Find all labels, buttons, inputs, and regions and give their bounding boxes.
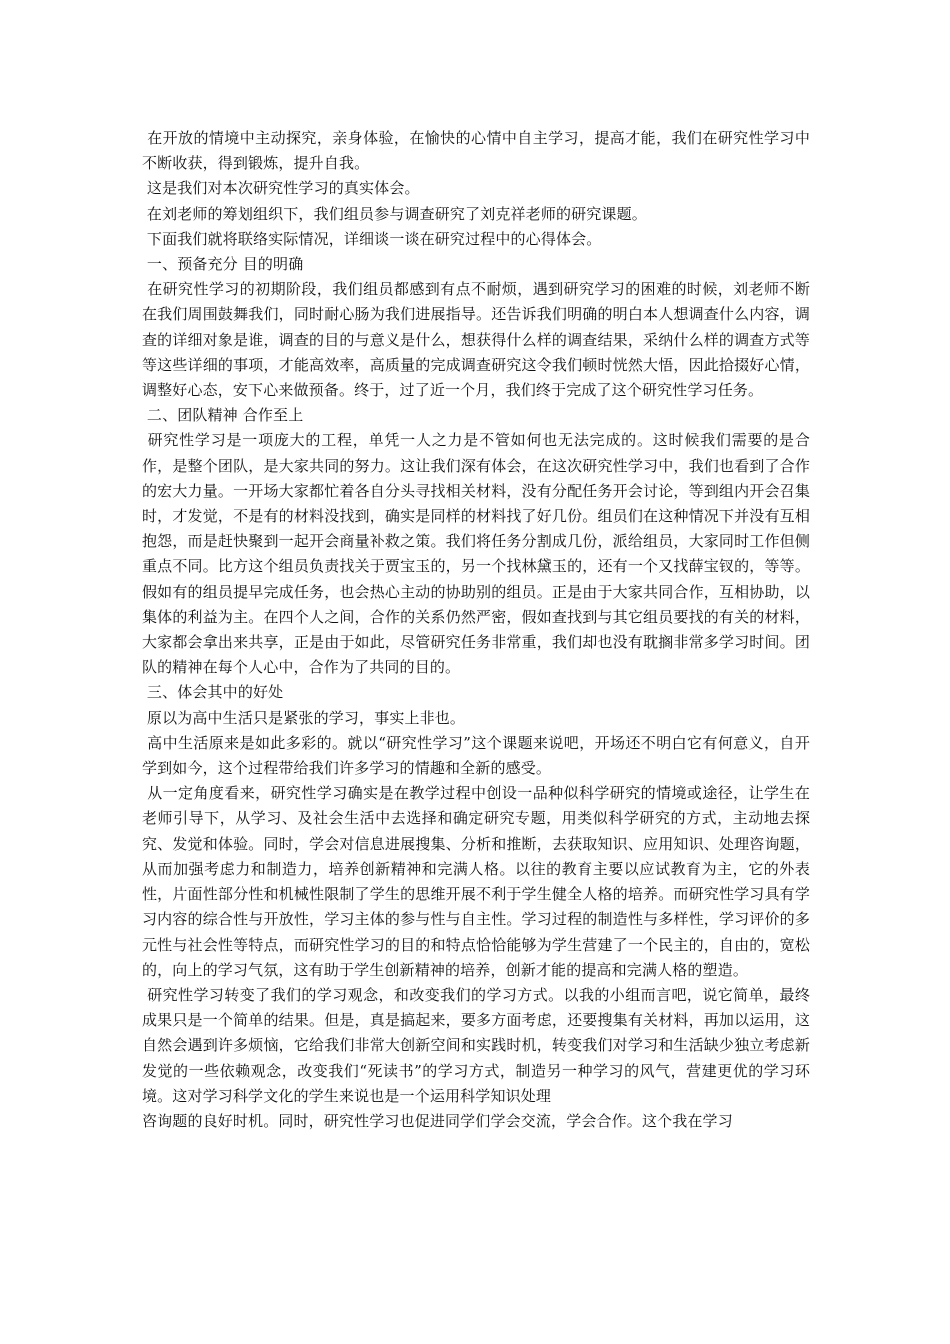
section-heading-1: 一、预备充分 目的明确: [142, 255, 304, 274]
paragraph-intro: 在开放的情境中主动探究，亲身体验，在愉快的心情中自主学习，提高才能，我们在研究性学习中不断收获，得到锻炼，提升自我。: [142, 129, 810, 173]
paragraph-learning-change: 研究性学习转变了我们的学习观念，和改变我们的学习方式。以我的小组而言吧，说它简单，最终成果只是一个简单的结果。但是，真是搞起来，要多方面考虑，还要搜集有关材料，再加以运用，这自然会遇到许多烦恼，它给我们非常大创新空间和实践时机，转变我们对学习和生活缺少独立考虑新发觉的一些依赖观念，改变我们“死读书”的学习方式，制造另一种学习的风气，营建更优的学习环境。这对学习科学文化的学生来说也是一个运用科学知识处理: [142, 985, 810, 1105]
paragraph-experience: 这是我们对本次研究性学习的真实体会。: [142, 179, 420, 198]
paragraph-teamwork: 研究性学习是一项庞大的工程，单凭一人之力是不管如何也无法完成的。这时候我们需要的是合作，是整个团队，是大家共同的努力。这让我们深有体会，在这次研究性学习中，我们也看到了合作的宏大力量。一开场大家都忙着各自分头寻找相关材料，没有分配任务开会讨论，等到组内开会召集时，才发觉，不是有的材料没找到，确实是同样的材料找了好几份。组员们在这种情况下并没有互相抱怨，而是赶快聚到一起开会商量补救之策。我们将任务分割成几份，派给组员，大家同时工作但侧重点不同。比方这个组员负责找关于贾宝玉的，另一个找林黛玉的，还有一个又找薛宝钗的，等等。假如有的组员提早完成任务，也会热心主动的协助别的组员。正是由于大家共同合作，互相协助，以集体的利益为主。在四个人之间，合作的关系仍然严密，假如查找到与其它组员要找的有关的材料，大家都会拿出来共享，正是由于如此，尽管研究任务非常重，我们却也没有耽搁非常多学习时间。团队的精神在每个人心中，合作为了共同的目的。: [142, 431, 810, 677]
section-heading-3: 三、体会其中的好处: [142, 683, 284, 702]
paragraph-continuation: 咨询题的良好时机。同时，研究性学习也促进同学们学会交流，学会合作。这个我在学习: [142, 1111, 733, 1130]
paragraph-preparation: 在研究性学习的初期阶段，我们组员都感到有点不耐烦，遇到研究学习的困难的时候，刘老师不断在我们周围鼓舞我们，同时耐心肠为我们进展指导。还告诉我们明确的明白本人想调查什么内容，调查的详细对象是谁，调查的目的与意义是什么，想获得什么样的调查结果，采纳什么样的调查方式等等这些详细的事项，才能高效率，高质量的完成调查研究这令我们顿时恍然大悟，因此拾掇好心情，调整好心态，安下心来做预备。终于，过了近一个月，我们终于完成了这个研究性学习任务。: [142, 280, 810, 400]
paragraph-overview: 下面我们就将联络实际情况，详细谈一谈在研究过程中的心得体会。: [142, 229, 602, 248]
document-body: [142, 126, 810, 1134]
section-heading-2: 二、团队精神 合作至上: [142, 406, 304, 425]
paragraph-organization: 在刘老师的筹划组织下，我们组员参与调查研究了刘克祥老师的研究课题。: [142, 204, 647, 223]
paragraph-colorful-life: 高中生活原来是如此多彩的。就以“研究性学习”这个课题来说吧，开场还不明白它有何意义，自开学到如今，这个过程带给我们许多学习的情趣和全新的感受。: [142, 733, 810, 778]
paragraph-highschool-life: 原以为高中生活只是紧张的学习，事实上非也。: [142, 708, 466, 727]
paragraph-research-definition: 从一定角度看来，研究性学习确实是在教学过程中创设一品种似科学研究的情境或途径，让学生在老师引导下，从学习、及社会生活中去选择和确定研究专题，用类似科学研究的方式，主动地去探究、发觉和体验。同时，学会对信息进展搜集、分析和推断，去获取知识、应用知识、处理咨询题，从而加强考虑力和制造力，培养创新精神和完满人格。以往的教育主要以应试教育为主，它的外表性，片面性部分性和机械性限制了学生的思维开展不利于学生健全人格的培养。而研究性学习具有学习内容的综合性与开放性，学习主体的参与性与自主性。学习过程的制造性与多样性，学习评价的多元性与社会性等特点，而研究性学习的目的和特点恰恰能够为学生营建了一个民主的，自由的，宽松的，向上的学习气氛，这有助于学生创新精神的培养，创新才能的提高和完满人格的塑造。: [142, 784, 810, 979]
